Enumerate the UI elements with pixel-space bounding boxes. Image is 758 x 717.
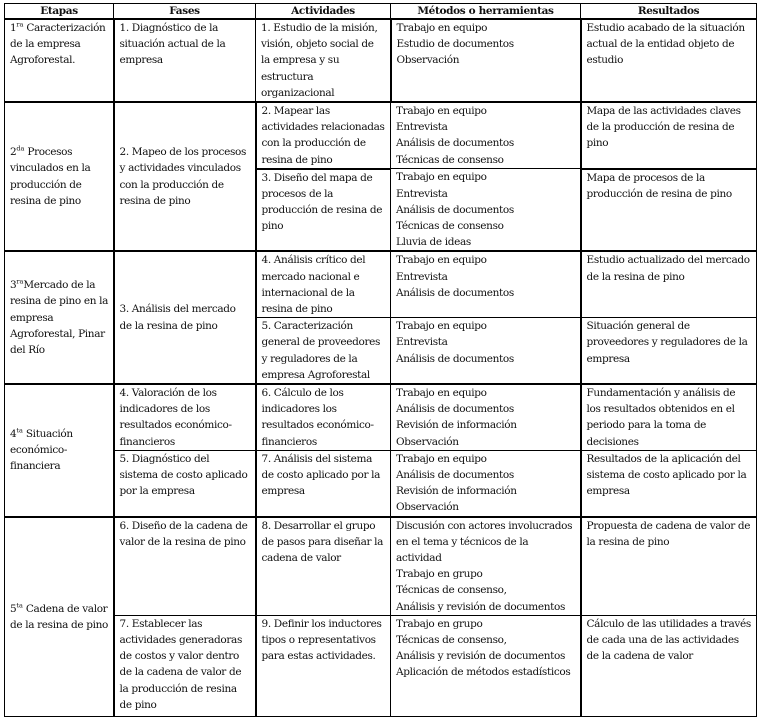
activity-label: 3. Diseño del mapa de procesos de la producción de resina de pino [261, 171, 383, 233]
phase-label: 7. Establecer las actividades generadoras de costos y valor dentro de la cadena de valor de la producción de resina de pino [119, 617, 243, 711]
method-item: Entrevista [396, 336, 448, 349]
table-row [5, 450, 757, 516]
result-label: Situación general de proveedores y reguladores de la empresa [586, 320, 748, 365]
methods-cell [391, 19, 581, 102]
stage-number: 5 [10, 602, 17, 615]
activity-cell [256, 517, 391, 616]
method-item: Observación [396, 501, 459, 514]
table-row [5, 102, 757, 169]
method-item: Trabajo en equipo [396, 452, 487, 465]
method-item: Revisión de información [396, 485, 517, 498]
method-item: Técnicas de consenso [396, 219, 504, 232]
result-label: Fundamentación y análisis de los resultados obtenidos en el periodo para la toma de decisiones [586, 386, 736, 448]
stage-ordinal: ra [16, 20, 24, 29]
method-item: Trabajo en grupo [396, 617, 483, 630]
stage-ordinal: ta [16, 601, 23, 609]
method-item: Técnicas de consenso [396, 153, 504, 166]
result-label: Resultados de la aplicación del sistema de costo aplicado por la empresa [586, 452, 747, 498]
method-item: Análisis y revisión de documentos [396, 600, 566, 613]
activity-cell [256, 251, 391, 317]
phase-label: 3. Análisis del mercado de la resina de pino [119, 303, 236, 332]
result-label: Mapa de las actividades claves de la producción de resina de pino [586, 105, 741, 150]
result-cell [581, 102, 757, 169]
method-item: Técnicas de consenso, [396, 584, 507, 597]
stage-number: 3 [10, 279, 17, 292]
methods-cell [391, 384, 581, 450]
method-item: Trabajo en equipo [396, 171, 487, 184]
activity-label: 1. Estudio de la misión, visión, objeto social de la empresa y su estructura organizacional [261, 22, 378, 99]
table-row [5, 615, 757, 716]
activity-label: 6. Cálculo de los indicadores los resultados económico-financieros [261, 386, 374, 448]
table-row [5, 384, 757, 450]
phase-cell [114, 102, 256, 251]
activity-label: 2. Mapear las actividades relacionadas con la producción de resina de pino [261, 105, 385, 166]
header-metodos: Métodos o herramientas [391, 4, 581, 20]
stage-label: Caracterización de la empresa Agroforestal. [10, 22, 106, 67]
stage-cell [5, 251, 114, 384]
methods-cell [391, 169, 581, 252]
result-cell [581, 450, 757, 516]
methodology-table [4, 3, 757, 717]
stage-cell [5, 384, 114, 517]
method-item: Revisión de información [396, 419, 517, 432]
method-item: Aplicación de métodos estadísticos [396, 666, 571, 679]
methods-cell [391, 251, 581, 317]
phase-label: 4. Valoración de los indicadores de los resultados económico-financieros [119, 386, 232, 448]
activity-label: 4. Análisis crítico del mercado nacional e internacional de la resina de pino [261, 254, 366, 315]
method-item: Observación [396, 435, 459, 448]
method-item: Trabajo en equipo [396, 386, 487, 399]
stage-cell [5, 19, 114, 102]
stage-number: 4 [10, 427, 17, 440]
method-item: Análisis de documentos [396, 468, 514, 481]
result-cell [581, 169, 757, 252]
activity-label: 9. Definir los inductores tipos o representativos para estas actividades. [261, 617, 382, 663]
method-item: Técnicas de consenso, [396, 634, 507, 647]
phase-cell [114, 384, 256, 450]
phase-cell [114, 251, 256, 384]
method-item: Análisis de documentos [396, 286, 514, 299]
result-cell [581, 384, 757, 450]
activity-cell [256, 19, 391, 102]
activity-cell [256, 450, 391, 516]
method-item: Análisis y revisión de documentos [396, 650, 566, 663]
header-fases: Fases [114, 4, 256, 20]
method-item: Análisis de documentos [396, 352, 514, 365]
stage-ordinal: ra [16, 277, 24, 286]
method-item: Trabajo en equipo [396, 320, 487, 333]
result-cell [581, 615, 757, 716]
stage-label: Cadena de valor de la resina de pino [10, 602, 109, 631]
activity-cell [256, 318, 391, 384]
result-cell [581, 517, 757, 616]
method-item: Estudio de documentos [396, 38, 514, 51]
phase-label: 6. Diseño de la cadena de valor de la resina de pino [119, 519, 248, 548]
stage-label: Situación económico-financiera [10, 427, 73, 473]
stage-ordinal: da [16, 144, 25, 153]
methods-cell [391, 450, 581, 516]
method-item: Trabajo en equipo [396, 254, 487, 267]
phase-label: 5. Diagnóstico del sistema de costo aplicado por la empresa [119, 452, 248, 498]
methods-cell [391, 102, 581, 169]
activity-label: 7. Análisis del sistema de costo aplicado por la empresa [261, 452, 381, 498]
phase-label: 2. Mapeo de los procesos y actividades vinculados con la producción de resina de pino [119, 146, 246, 207]
result-label: Mapa de procesos de la producción de resina de pino [586, 171, 732, 201]
method-item: Análisis de documentos [396, 137, 514, 150]
result-label: Estudio acabado de la situación actual de la entidad objeto de estudio [586, 22, 745, 67]
phase-cell [114, 615, 256, 716]
stage-number: 1 [10, 22, 17, 34]
result-label: Cálculo de las utilidades a través de cada una de las actividades de la cadena de valor [586, 617, 751, 663]
methods-cell [391, 517, 581, 616]
result-cell [581, 19, 757, 102]
phase-label: 1. Diagnóstico de la situación actual de la empresa [119, 22, 226, 67]
method-item: Trabajo en grupo [396, 568, 483, 581]
stage-label: Mercado de la resina de pino en la empresa Agroforestal, Pinar del Río [10, 279, 109, 356]
activity-cell [256, 102, 391, 169]
table-row [5, 251, 757, 317]
phase-cell [114, 19, 256, 102]
result-cell [581, 318, 757, 384]
method-item: Discusión con actores involucrados en el tema y técnicos de la actividad [396, 519, 573, 564]
header-row [5, 4, 757, 20]
stage-cell [5, 517, 114, 717]
activity-cell [256, 384, 391, 450]
phase-cell [114, 450, 256, 516]
method-item: Entrevista [396, 121, 448, 134]
header-actividades: Actividades [256, 4, 391, 20]
methods-cell [391, 615, 581, 716]
table-row [5, 19, 757, 102]
stage-ordinal: ta [16, 426, 23, 435]
activity-cell [256, 169, 391, 252]
stage-label: Procesos vinculados en la producción de resina de pino [10, 146, 91, 207]
stage-number: 2 [10, 146, 17, 159]
header-etapas: Etapas [5, 4, 114, 20]
table-row [5, 517, 757, 616]
stage-cell [5, 102, 114, 251]
phase-cell [114, 517, 256, 616]
activity-label: 8. Desarrollar el grupo de pasos para diseñar la cadena de valor [261, 519, 384, 564]
method-item: Análisis de documentos [396, 403, 514, 416]
result-label: Estudio actualizado del mercado de la resina de pino [586, 254, 750, 283]
method-item: Trabajo en equipo [396, 105, 487, 118]
method-item: Entrevista [396, 270, 448, 283]
method-item: Observación [396, 54, 460, 67]
method-item: Trabajo en equipo [396, 22, 488, 34]
header-resultados: Resultados [581, 4, 757, 20]
methods-cell [391, 318, 581, 384]
activity-label: 5. Caracterización general de proveedores y reguladores de la empresa Agroforestal [261, 320, 381, 381]
result-cell [581, 251, 757, 317]
activity-cell [256, 615, 391, 716]
result-label: Propuesta de cadena de valor de la resina de pino [586, 519, 751, 548]
method-item: Análisis de documentos [396, 203, 514, 216]
method-item: Entrevista [396, 187, 448, 200]
method-item: Lluvia de ideas [396, 236, 471, 249]
